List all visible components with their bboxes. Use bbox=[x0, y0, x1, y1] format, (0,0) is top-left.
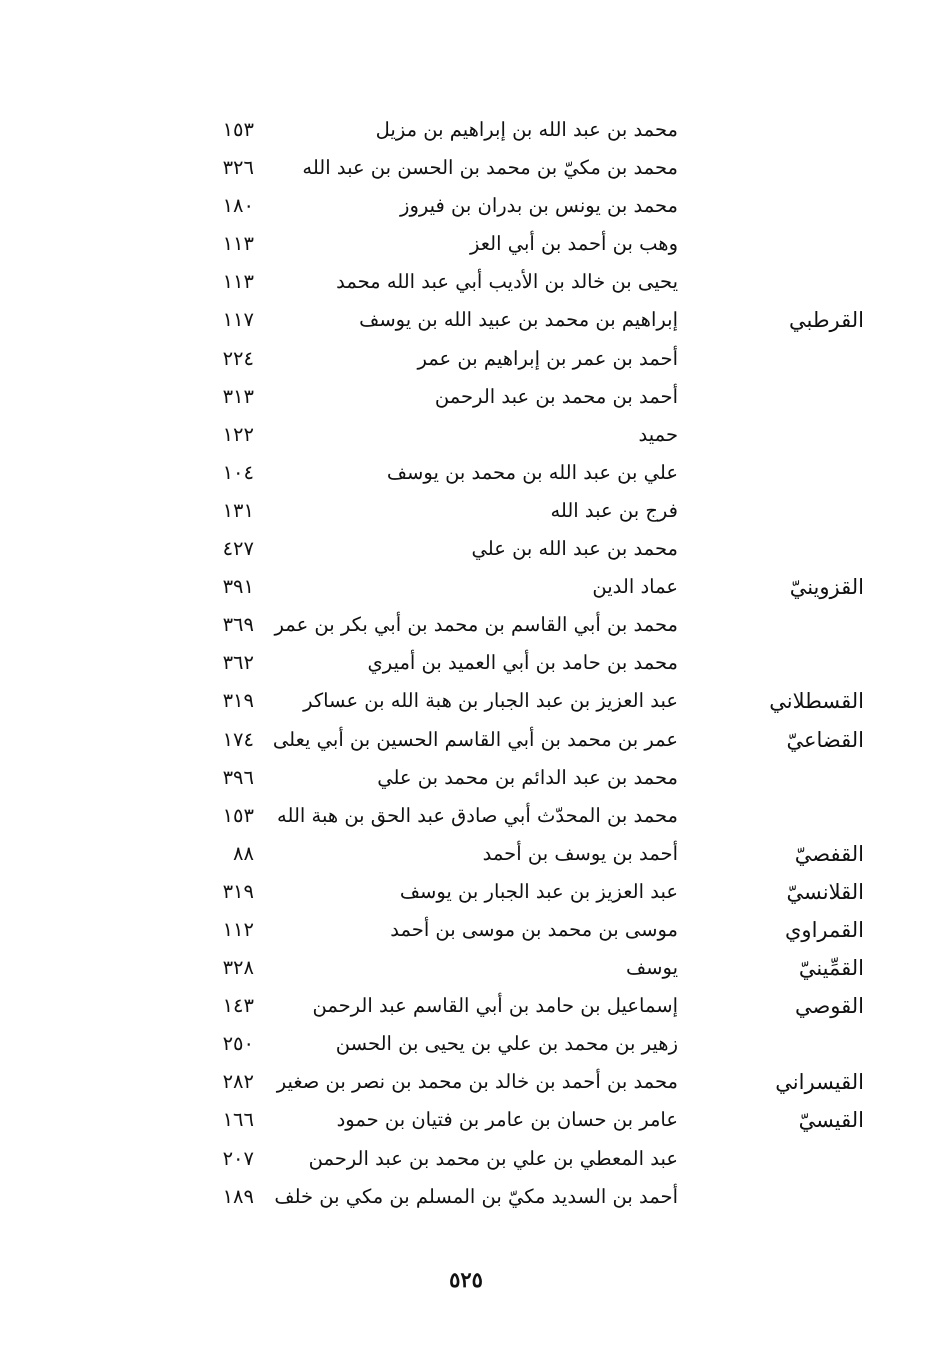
entry-page-number: ١٦٦ bbox=[222, 1108, 254, 1132]
entry-name: عبد العزيز بن عبد الجبار بن هبة الله بن عساكر bbox=[303, 689, 678, 713]
entry-page-number: ٣٢٦ bbox=[222, 156, 254, 180]
index-entry bbox=[0, 340, 932, 378]
entry-page-number: ٣٩١ bbox=[222, 575, 254, 599]
index-entry bbox=[0, 568, 932, 606]
index-entry bbox=[0, 759, 932, 797]
entry-name: محمد بن مكيّ بن محمد بن الحسن بن عبد الله bbox=[302, 156, 678, 180]
entry-name: علي بن عبد الله بن محمد بن يوسف bbox=[386, 460, 678, 484]
index-entry bbox=[0, 301, 932, 339]
entry-name: محمد بن يونس بن بدران بن فيروز bbox=[400, 194, 678, 218]
entry-page-number: ٣٦٩ bbox=[222, 613, 254, 637]
index-list bbox=[0, 111, 932, 1216]
entry-nisba: القضاعيّ bbox=[786, 727, 864, 752]
entry-name: محمد بن عبد الله بن علي bbox=[471, 537, 678, 561]
index-entry bbox=[0, 149, 932, 187]
entry-nisba: القرطبي bbox=[789, 308, 864, 333]
index-entry bbox=[0, 949, 932, 987]
index-entry bbox=[0, 530, 932, 568]
entry-nisba: القيسراني bbox=[775, 1070, 864, 1095]
entry-nisba: القلانسيّ bbox=[786, 879, 864, 904]
entry-name: محمد بن عبد الدائم بن محمد بن علي bbox=[377, 765, 678, 789]
entry-name: محمد بن عبد الله بن إبراهيم بن مزيل bbox=[375, 118, 678, 141]
entry-name: فرج بن عبد الله bbox=[550, 498, 678, 522]
index-entry bbox=[0, 187, 932, 225]
entry-name: إبراهيم بن محمد بن عبيد الله بن يوسف bbox=[359, 308, 678, 332]
entry-page-number: ٢٢٤ bbox=[222, 346, 254, 370]
entry-name: إسماعيل بن حامد بن أبي القاسم عبد الرحمن bbox=[312, 994, 678, 1018]
entry-page-number: ٣١٣ bbox=[222, 384, 254, 408]
entry-page-number: ١٧٤ bbox=[222, 727, 254, 751]
entry-name: عبد العزيز بن عبد الجبار بن يوسف bbox=[399, 879, 678, 903]
index-entry bbox=[0, 644, 932, 682]
entry-name: أحمد بن عمر بن إبراهيم بن عمر bbox=[417, 346, 678, 370]
entry-page-number: ١٣١ bbox=[222, 498, 254, 522]
index-entry bbox=[0, 1025, 932, 1063]
entry-nisba: القفصيّ bbox=[794, 841, 864, 866]
entry-name: عامر بن حسان بن عامر بن فتيان بن حمود bbox=[336, 1108, 678, 1132]
entry-name: موسى بن محمد بن موسى بن أحمد bbox=[390, 917, 678, 941]
page-number: ٥٢٥ bbox=[449, 1267, 483, 1292]
index-entry bbox=[0, 1140, 932, 1178]
entry-name: عبد المعطي بن علي بن محمد بن عبد الرحمن bbox=[308, 1146, 678, 1170]
index-entry bbox=[0, 416, 932, 454]
index-entry bbox=[0, 987, 932, 1025]
index-entry bbox=[0, 721, 932, 759]
entry-page-number: ١١٣ bbox=[222, 270, 254, 294]
entry-name: أحمد بن السديد مكيّ بن المسلم بن مكي بن خلف bbox=[274, 1184, 678, 1208]
index-entry bbox=[0, 797, 932, 835]
entry-name: عماد الدين bbox=[592, 575, 678, 599]
entry-page-number: ١٠٤ bbox=[222, 460, 254, 484]
index-entry bbox=[0, 454, 932, 492]
index-entry bbox=[0, 835, 932, 873]
index-entry bbox=[0, 873, 932, 911]
entry-nisba: القوصي bbox=[794, 994, 864, 1019]
entry-page-number: ١١٣ bbox=[222, 232, 254, 256]
entry-page-number: ١١٢ bbox=[222, 917, 254, 941]
index-entry bbox=[0, 378, 932, 416]
entry-name: يوسف bbox=[625, 956, 678, 980]
entry-name: أحمد بن محمد بن عبد الرحمن bbox=[434, 384, 678, 408]
entry-nisba: القيسيّ bbox=[798, 1108, 864, 1133]
entry-nisba: القزوينيّ bbox=[789, 575, 864, 600]
entry-nisba: القمِّينيّ bbox=[798, 956, 864, 981]
entry-name: وهب بن أحمد بن أبي العز bbox=[470, 232, 678, 256]
entry-name: محمد بن حامد بن أبي العميد بن أميري bbox=[367, 651, 678, 675]
entry-page-number: ٢٨٢ bbox=[222, 1070, 254, 1094]
entry-page-number: ١٨٩ bbox=[222, 1184, 254, 1208]
entry-page-number: ٣٩٦ bbox=[222, 765, 254, 789]
entry-page-number: ٢٥٠ bbox=[222, 1032, 254, 1056]
index-entry bbox=[0, 1178, 932, 1216]
index-entry bbox=[0, 682, 932, 720]
index-entry bbox=[0, 225, 932, 263]
entry-name: أحمد بن يوسف بن أحمد bbox=[482, 841, 678, 865]
index-entry bbox=[0, 263, 932, 301]
index-entry bbox=[0, 492, 932, 530]
entry-page-number: ١٥٣ bbox=[222, 803, 254, 827]
index-entry bbox=[0, 1063, 932, 1101]
entry-page-number: ٤٢٧ bbox=[222, 537, 254, 561]
entry-page-number: ١٤٣ bbox=[222, 994, 254, 1018]
entry-name: زهير بن محمد بن علي بن يحيى بن الحسن bbox=[335, 1032, 678, 1056]
entry-name: محمد بن المحدّث أبي صادق عبد الحق بن هبة الله bbox=[277, 803, 678, 827]
index-entry bbox=[0, 606, 932, 644]
entry-page-number: ١١٧ bbox=[222, 308, 254, 332]
entry-page-number: ٣١٩ bbox=[222, 689, 254, 713]
index-entry bbox=[0, 1101, 932, 1139]
index-entry bbox=[0, 911, 932, 949]
entry-name: يحيى بن خالد بن الأديب أبي عبد الله محمد bbox=[336, 270, 678, 294]
entry-page-number: ٨٨ bbox=[233, 841, 254, 865]
entry-page-number: ٣٦٢ bbox=[222, 651, 254, 675]
index-entry bbox=[0, 111, 932, 149]
entry-nisba: القسطلاني bbox=[769, 689, 864, 714]
entry-name: عمر بن محمد بن أبي القاسم الحسين بن أبي يعلى bbox=[272, 727, 678, 751]
entry-page-number: ١٥٣ bbox=[222, 118, 254, 141]
entry-name: محمد بن أحمد بن خالد بن محمد بن نصر بن صغير bbox=[276, 1070, 678, 1094]
entry-page-number: ٢٠٧ bbox=[222, 1146, 254, 1170]
entry-page-number: ٣٢٨ bbox=[222, 956, 254, 980]
entry-page-number: ١٢٢ bbox=[222, 422, 254, 446]
entry-page-number: ١٨٠ bbox=[222, 194, 254, 218]
entry-name: حميد bbox=[638, 422, 678, 446]
entry-name: محمد بن أبي القاسم بن محمد بن أبي بكر بن عمر bbox=[274, 613, 678, 637]
entry-nisba: القمراوي bbox=[785, 917, 864, 942]
entry-page-number: ٣١٩ bbox=[222, 879, 254, 903]
